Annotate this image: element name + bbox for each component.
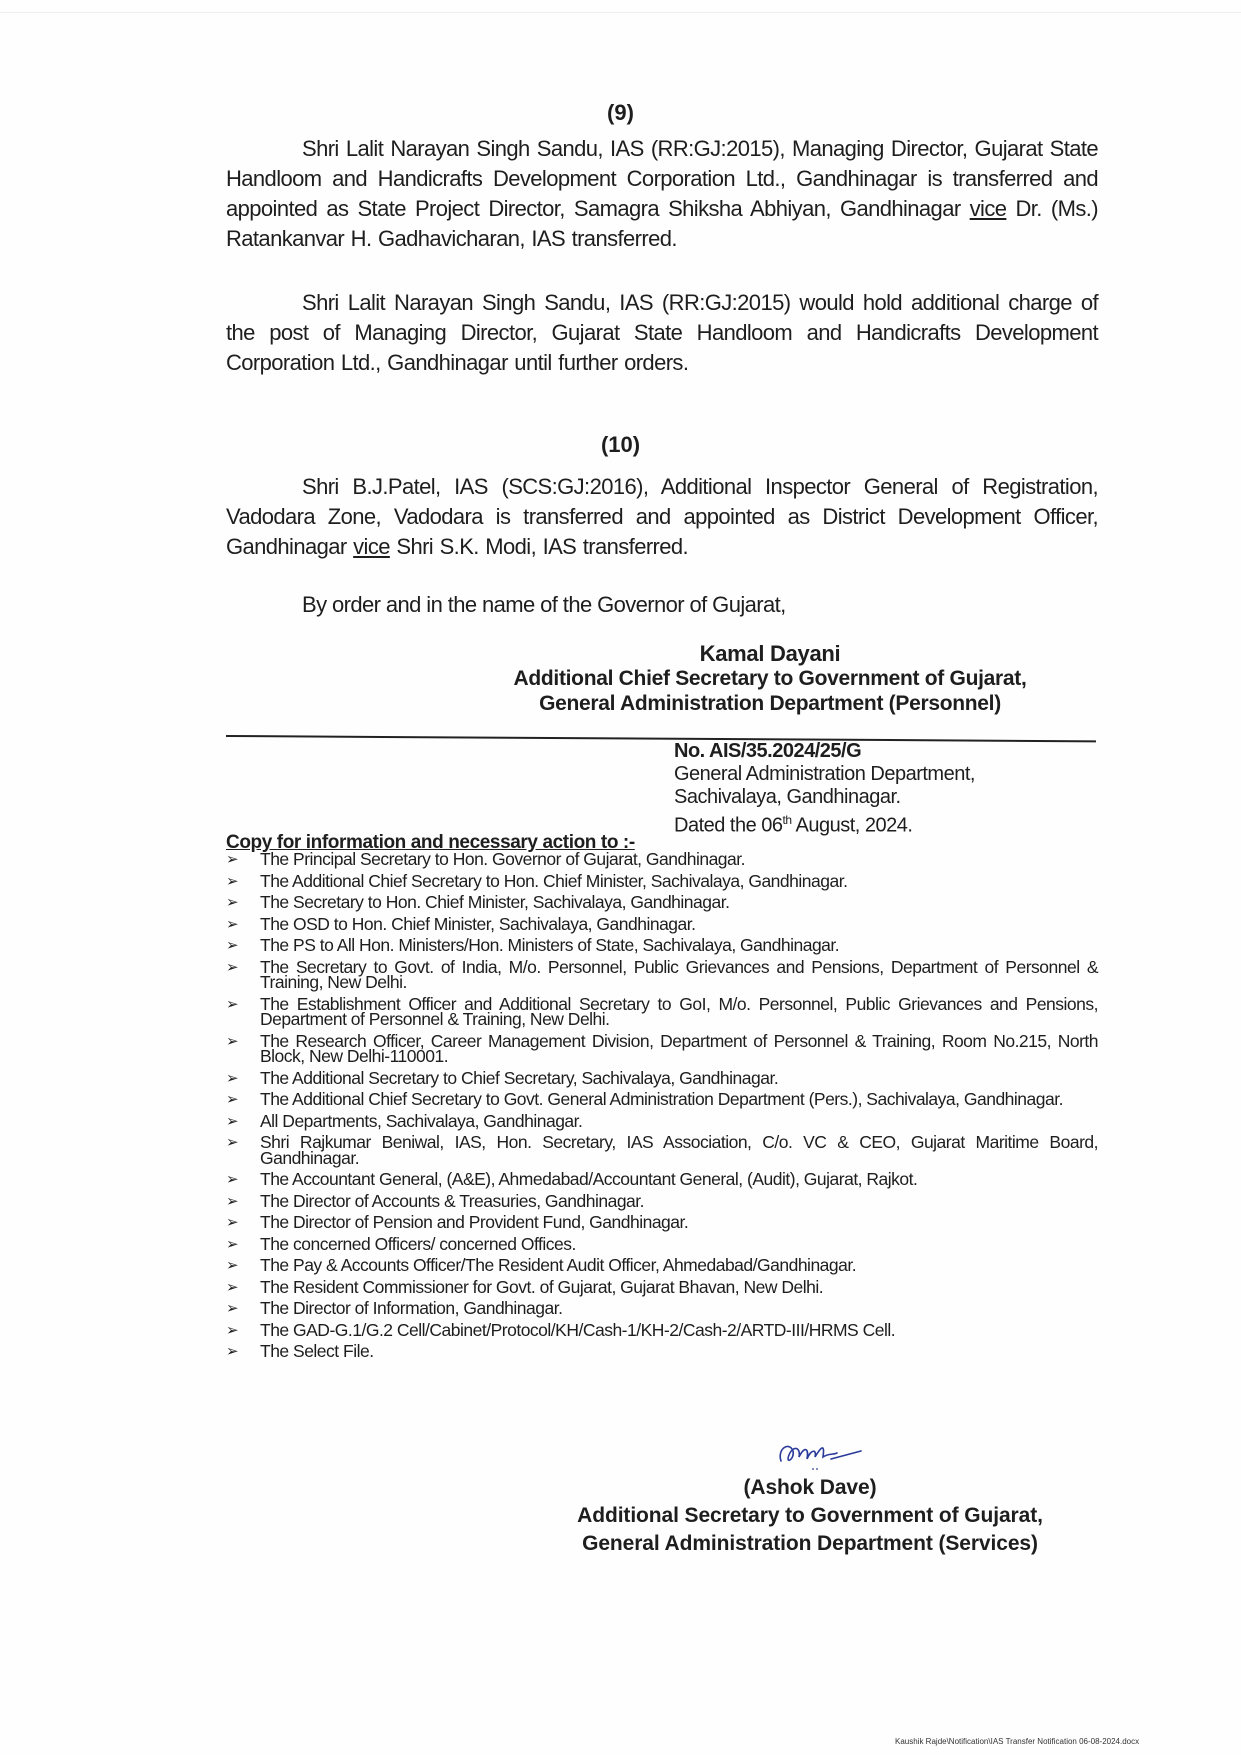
arrow-bullet-icon: ➢ <box>226 937 239 954</box>
arrow-bullet-icon: ➢ <box>226 1091 239 1108</box>
copy-list-item <box>226 1319 1098 1340</box>
vice-underlined: vice <box>969 196 1007 221</box>
copy-list-item <box>226 1089 1098 1109</box>
arrow-bullet-icon: ➢ <box>226 1300 239 1317</box>
copy-list-item-text: The Director of Accounts & Treasuries, Gandhinagar. <box>260 1190 645 1211</box>
footer-file-path: Kaushik Rajde\Notification\IAS Transfer Notification 06-08-2024.docx <box>895 1737 1140 1746</box>
copy-list-item <box>226 1298 1098 1318</box>
copy-list <box>226 849 1098 1366</box>
reference-number: No. AIS/35.2024/25/G <box>674 740 862 762</box>
copy-list-item <box>226 1276 1098 1297</box>
date-prefix: Dated the 06 <box>674 814 783 837</box>
text: Shri Lalit Narayan Singh Sandu, IAS (RR:GJ:2015), Managing Director, Gujarat State Handloom and Handicrafts Development Corporation Ltd., Gandhinagar is transferred and appointed as State Project Director, Samagra Shiksha Abhiyan, Gandhinagar <box>226 136 1098 221</box>
handwritten-signature-icon <box>775 1435 875 1475</box>
arrow-bullet-icon: ➢ <box>226 894 239 911</box>
copy-list-item-text: The Director of Pension and Provident Fund, Gandhinagar. <box>260 1212 689 1232</box>
signatory-name: (Ashok Dave) <box>743 1476 877 1499</box>
copy-list-item-text: The Secretary to Govt. of India, M/o. Personnel, Public Grievances and Pensions, Department of Personnel & Training, New Delhi. <box>260 956 1098 992</box>
copy-list-item <box>226 1169 1098 1189</box>
copy-list-item-text: The PS to All Hon. Ministers/Hon. Ministers of State, Sachivalaya, Gandhinagar. <box>260 935 840 955</box>
copy-list-item <box>226 892 1098 912</box>
copy-list-item <box>226 993 1098 1029</box>
copy-list-item <box>226 1067 1098 1088</box>
copy-list-item-text: The GAD-G.1/G.2 Cell/Cabinet/Protocol/KH/Cash-1/KH-2/Cash-2/ARTD-III/HRMS Cell. <box>260 1319 896 1340</box>
copy-list-item-text: The Principal Secretary to Hon. Governor of Gujarat, Gandhinagar. <box>260 849 745 869</box>
copy-list-item <box>226 913 1098 934</box>
copy-list-item <box>226 1341 1098 1361</box>
signatory-name: Kamal Dayani <box>699 641 841 666</box>
arrow-bullet-icon: ➢ <box>226 1134 239 1151</box>
copy-list-item <box>226 1212 1098 1232</box>
arrow-bullet-icon: ➢ <box>226 1069 239 1087</box>
reference-date <box>674 809 975 838</box>
reference-block <box>674 740 975 838</box>
arrow-bullet-icon: ➢ <box>226 851 239 868</box>
signatory-designation: Additional Secretary to Government of Gujarat, <box>577 1504 1043 1527</box>
copy-list-item-text: The Additional Chief Secretary to Hon. Chief Minister, Sachivalaya, Gandhinagar. <box>260 870 848 891</box>
signatory-designation: Additional Chief Secretary to Government of Gujarat, <box>513 667 1027 690</box>
copy-list-item-text: All Departments, Sachivalaya, Gandhinagar. <box>260 1110 583 1131</box>
arrow-bullet-icon: ➢ <box>226 872 239 890</box>
arrow-bullet-icon: ➢ <box>226 1192 239 1210</box>
copy-list-item <box>226 849 1098 869</box>
reference-place: Sachivalaya, Gandhinagar. <box>674 786 901 808</box>
copy-list-item-text: The Secretary to Hon. Chief Minister, Sachivalaya, Gandhinagar. <box>260 892 730 912</box>
copy-list-item <box>226 1110 1098 1131</box>
copy-list-item-text: The OSD to Hon. Chief Minister, Sachivalaya, Gandhinagar. <box>260 913 696 934</box>
signatory-department: General Administration Department (Services) <box>582 1532 1038 1555</box>
copy-heading: Copy for information and necessary action to :- <box>226 832 635 853</box>
signatory-department: General Administration Department (Personnel) <box>539 692 1001 715</box>
text: Shri B.J.Patel, IAS (SCS:GJ:2016), Additional Inspector General of Registration, Vadodara Zone, Vadodara is transferred and appointed as District Development Officer, Gandhinagar <box>226 474 1098 559</box>
copy-list-item <box>226 935 1098 955</box>
arrow-bullet-icon: ➢ <box>226 958 239 976</box>
copy-list-item-text: The Select File. <box>260 1341 374 1361</box>
copy-list-item <box>226 1030 1098 1066</box>
arrow-bullet-icon: ➢ <box>226 995 239 1013</box>
text: Dr. (Ms.) Ratankanvar H. Gadhavicharan, IAS transferred. <box>226 196 1098 251</box>
scan-edge-line <box>0 12 1241 13</box>
arrow-bullet-icon: ➢ <box>226 1343 239 1360</box>
arrow-bullet-icon: ➢ <box>226 1257 239 1274</box>
copy-list-item <box>226 956 1098 992</box>
section-9-paragraph-2 <box>226 288 1098 378</box>
copy-list-item-text: The Pay & Accounts Officer/The Resident Audit Officer, Ahmedabad/Gandhinagar. <box>260 1255 857 1275</box>
copy-list-item-text: The Resident Commissioner for Govt. of Gujarat, Gujarat Bhavan, New Delhi. <box>260 1276 824 1297</box>
section-9-paragraph-1 <box>226 134 1098 254</box>
copy-list-item <box>226 1255 1098 1275</box>
copy-list-item-text: The Director of Information, Gandhinagar. <box>260 1298 563 1318</box>
signature-dot <box>812 1468 814 1470</box>
copy-list-item <box>226 1233 1098 1254</box>
copy-list-item-text: The Research Officer, Career Management Division, Department of Personnel & Training, Room No.215, North Block, New Delhi-110001. <box>260 1030 1098 1066</box>
vice-underlined: vice <box>353 534 390 559</box>
arrow-bullet-icon: ➢ <box>226 915 239 933</box>
arrow-bullet-icon: ➢ <box>226 1032 239 1050</box>
copy-list-item <box>226 1132 1098 1168</box>
date-suffix: August, 2024. <box>791 814 913 837</box>
signatory-block-1 <box>440 641 1100 716</box>
text: Shri Lalit Narayan Singh Sandu, IAS (RR:GJ:2015) would hold additional charge of the post of Managing Director, Gujarat State Handloom and Handicrafts Development Corporation Ltd., Gandhinagar until further orders. <box>226 290 1098 375</box>
copy-list-item-text: The Additional Chief Secretary to Govt. General Administration Department (Pers.), Sachivalaya, Gandhinagar. <box>260 1089 1063 1109</box>
copy-list-item <box>226 870 1098 891</box>
arrow-bullet-icon: ➢ <box>226 1235 239 1253</box>
copy-list-item-text: The Establishment Officer and Additional Secretary to GoI, M/o. Personnel, Public Grievances and Pensions, Department of Personnel & Training, New Delhi. <box>260 993 1098 1029</box>
section-10-paragraph-1 <box>226 472 1098 562</box>
section-number-9: (9) <box>607 100 634 125</box>
copy-list-item-text: The concerned Officers/ concerned Offices. <box>260 1233 576 1254</box>
arrow-bullet-icon: ➢ <box>226 1171 239 1188</box>
section-number-10: (10) <box>600 432 641 457</box>
date-superscript: th <box>782 813 792 827</box>
copy-list-item-text: The Accountant General, (A&E), Ahmedabad/Accountant General, (Audit), Gujarat, Rajkot. <box>260 1169 918 1189</box>
reference-office: General Administration Department, <box>674 763 975 785</box>
arrow-bullet-icon: ➢ <box>226 1214 239 1231</box>
arrow-bullet-icon: ➢ <box>226 1278 239 1296</box>
arrow-bullet-icon: ➢ <box>226 1321 239 1339</box>
text: Shri S.K. Modi, IAS transferred. <box>389 534 689 559</box>
signatory-block-2 <box>510 1474 1110 1558</box>
copy-list-item <box>226 1190 1098 1211</box>
copy-list-item-text: Shri Rajkumar Beniwal, IAS, Hon. Secretary, IAS Association, C/o. VC & CEO, Gujarat Maritime Board, Gandhinagar. <box>260 1132 1098 1168</box>
closing-line: By order and in the name of the Governor of Gujarat, <box>302 592 786 617</box>
signature-dot <box>816 1468 818 1470</box>
arrow-bullet-icon: ➢ <box>226 1112 239 1130</box>
copy-list-item-text: The Additional Secretary to Chief Secretary, Sachivalaya, Gandhinagar. <box>260 1067 779 1088</box>
